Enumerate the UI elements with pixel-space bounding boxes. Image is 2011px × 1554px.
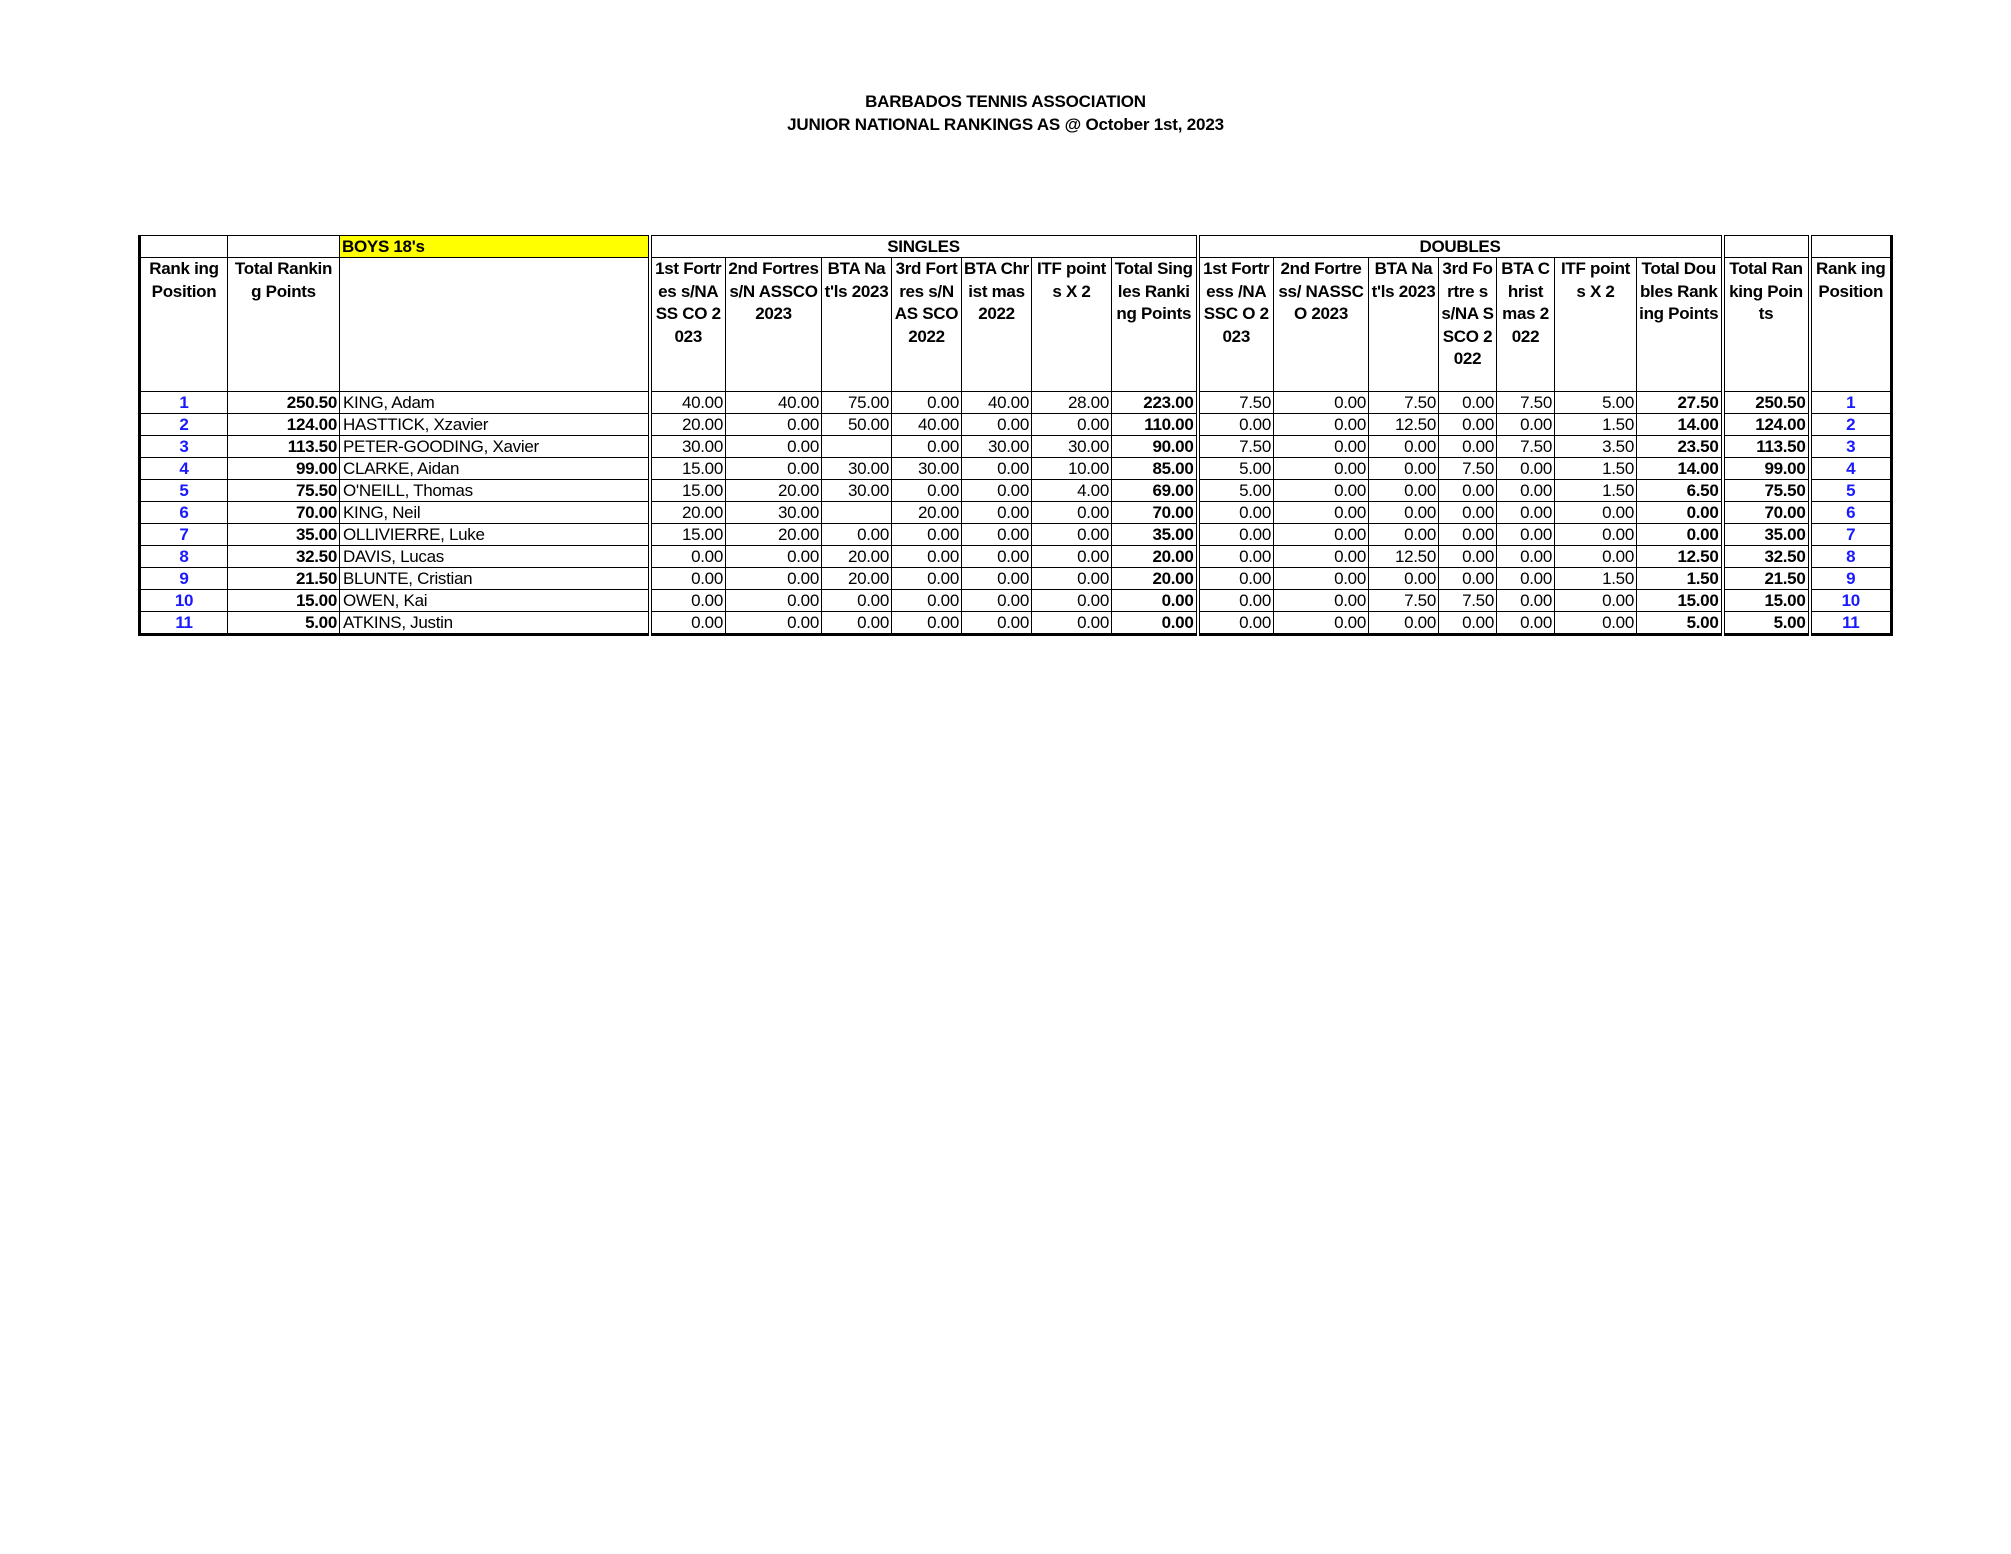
points-cell: 0.00 <box>1274 546 1369 568</box>
points-cell: 20.00 <box>1112 568 1198 590</box>
column-header: BTA Nat'ls 2023 <box>822 258 892 392</box>
rank-position: 2 <box>140 414 228 436</box>
points-cell: 15.00 <box>1723 590 1810 612</box>
points-cell: 0.00 <box>1555 502 1637 524</box>
table-row <box>140 524 1892 546</box>
points-cell: 0.00 <box>1032 568 1112 590</box>
points-cell: 20.00 <box>726 524 822 546</box>
points-cell: 30.00 <box>650 436 726 458</box>
points-cell: 0.00 <box>1198 612 1274 635</box>
points-cell: 0.00 <box>1439 568 1497 590</box>
points-cell: 50.00 <box>822 414 892 436</box>
player-name: DAVIS, Lucas <box>340 546 650 568</box>
column-header: 2nd Fortress/N ASSCO 2023 <box>726 258 822 392</box>
points-cell: 0.00 <box>1274 590 1369 612</box>
points-cell: 10.00 <box>1032 458 1112 480</box>
points-cell: 0.00 <box>1439 546 1497 568</box>
points-cell: 0.00 <box>1439 392 1497 414</box>
points-cell: 32.50 <box>1723 546 1810 568</box>
points-cell: 0.00 <box>1497 590 1555 612</box>
points-cell: 1.50 <box>1637 568 1723 590</box>
rank-position: 9 <box>140 568 228 590</box>
points-cell: 0.00 <box>1497 458 1555 480</box>
points-cell: 250.50 <box>228 392 340 414</box>
points-cell: 7.50 <box>1369 392 1439 414</box>
points-cell: 30.00 <box>726 502 822 524</box>
rank-position: 7 <box>140 524 228 546</box>
column-header: Total Ranking Points <box>228 258 340 392</box>
rank-position: 9 <box>1810 568 1892 590</box>
points-cell: 7.50 <box>1198 436 1274 458</box>
points-cell: 99.00 <box>228 458 340 480</box>
points-cell: 0.00 <box>1369 568 1439 590</box>
points-cell: 0.00 <box>1439 502 1497 524</box>
document-title: BARBADOS TENNIS ASSOCIATION <box>865 92 1146 111</box>
points-cell: 110.00 <box>1112 414 1198 436</box>
points-cell: 20.00 <box>650 414 726 436</box>
rank-position: 4 <box>1810 458 1892 480</box>
points-cell: 0.00 <box>726 414 822 436</box>
column-header: Rank ing Position <box>1810 258 1892 392</box>
table-row <box>140 590 1892 612</box>
player-name: KING, Adam <box>340 392 650 414</box>
blank-cell <box>140 236 228 258</box>
points-cell: 0.00 <box>1198 502 1274 524</box>
points-cell: 0.00 <box>1274 568 1369 590</box>
points-cell: 7.50 <box>1439 458 1497 480</box>
points-cell: 15.00 <box>650 458 726 480</box>
points-cell: 0.00 <box>962 590 1032 612</box>
player-name: O'NEILL, Thomas <box>340 480 650 502</box>
column-header: ITF points X 2 <box>1555 258 1637 392</box>
points-cell: 113.50 <box>228 436 340 458</box>
rank-position: 11 <box>140 612 228 635</box>
points-cell: 7.50 <box>1497 436 1555 458</box>
points-cell: 0.00 <box>1497 480 1555 502</box>
points-cell: 70.00 <box>1112 502 1198 524</box>
points-cell: 28.00 <box>1032 392 1112 414</box>
points-cell: 0.00 <box>1032 546 1112 568</box>
column-header: 1st Fortress /NASSC O 2023 <box>1198 258 1274 392</box>
points-cell: 0.00 <box>726 458 822 480</box>
blank-cell <box>1810 236 1892 258</box>
points-cell: 0.00 <box>822 590 892 612</box>
points-cell: 21.50 <box>1723 568 1810 590</box>
points-cell: 0.00 <box>892 590 962 612</box>
points-cell: 85.00 <box>1112 458 1198 480</box>
points-cell: 0.00 <box>962 414 1032 436</box>
points-cell: 0.00 <box>962 546 1032 568</box>
points-cell: 0.00 <box>1555 612 1637 635</box>
points-cell: 70.00 <box>228 502 340 524</box>
table-row <box>140 436 1892 458</box>
points-cell: 14.00 <box>1637 414 1723 436</box>
points-cell: 0.00 <box>892 546 962 568</box>
column-header: 1st Fortres s/NASS CO 2023 <box>650 258 726 392</box>
points-cell: 0.00 <box>1369 480 1439 502</box>
points-cell: 0.00 <box>1555 590 1637 612</box>
points-cell: 40.00 <box>892 414 962 436</box>
points-cell: 20.00 <box>822 546 892 568</box>
points-cell: 0.00 <box>650 590 726 612</box>
points-cell: 0.00 <box>1198 524 1274 546</box>
column-header: BTA Christ mas 2022 <box>1497 258 1555 392</box>
points-cell: 20.00 <box>822 568 892 590</box>
points-cell: 0.00 <box>1637 502 1723 524</box>
points-cell: 5.00 <box>228 612 340 635</box>
rankings-table <box>138 235 1893 636</box>
points-cell: 0.00 <box>1198 568 1274 590</box>
rank-position: 1 <box>140 392 228 414</box>
rank-position: 2 <box>1810 414 1892 436</box>
rank-position: 11 <box>1810 612 1892 635</box>
points-cell: 32.50 <box>228 546 340 568</box>
points-cell: 35.00 <box>1112 524 1198 546</box>
points-cell: 124.00 <box>1723 414 1810 436</box>
points-cell: 124.00 <box>228 414 340 436</box>
points-cell: 0.00 <box>962 612 1032 635</box>
points-cell: 0.00 <box>1274 436 1369 458</box>
points-cell: 0.00 <box>1439 436 1497 458</box>
points-cell: 30.00 <box>822 480 892 502</box>
blank-cell <box>1723 236 1810 258</box>
points-cell: 90.00 <box>1112 436 1198 458</box>
column-header: ITF points X 2 <box>1032 258 1112 392</box>
table-row <box>140 502 1892 524</box>
points-cell: 113.50 <box>1723 436 1810 458</box>
points-cell: 0.00 <box>1032 590 1112 612</box>
column-header: Total Ranking Points <box>1723 258 1810 392</box>
points-cell: 1.50 <box>1555 568 1637 590</box>
points-cell: 40.00 <box>726 392 822 414</box>
points-cell: 0.00 <box>1198 590 1274 612</box>
player-name: ATKINS, Justin <box>340 612 650 635</box>
table-row <box>140 458 1892 480</box>
player-name: KING, Neil <box>340 502 650 524</box>
points-cell: 0.00 <box>892 524 962 546</box>
points-cell: 0.00 <box>1555 546 1637 568</box>
points-cell: 0.00 <box>892 392 962 414</box>
points-cell <box>822 436 892 458</box>
points-cell: 0.00 <box>1497 524 1555 546</box>
points-cell: 75.00 <box>822 392 892 414</box>
group-header-row <box>140 236 1892 258</box>
points-cell: 40.00 <box>962 392 1032 414</box>
rank-position: 10 <box>140 590 228 612</box>
points-cell: 6.50 <box>1637 480 1723 502</box>
points-cell: 0.00 <box>822 612 892 635</box>
points-cell: 0.00 <box>1274 458 1369 480</box>
column-header: BTA Nat'ls 2023 <box>1369 258 1439 392</box>
points-cell: 5.00 <box>1637 612 1723 635</box>
rank-position: 6 <box>1810 502 1892 524</box>
rank-position: 7 <box>1810 524 1892 546</box>
points-cell: 0.00 <box>726 568 822 590</box>
table-row <box>140 480 1892 502</box>
points-cell: 30.00 <box>892 458 962 480</box>
player-name: OLLIVIERRE, Luke <box>340 524 650 546</box>
table-row <box>140 546 1892 568</box>
points-cell: 30.00 <box>962 436 1032 458</box>
points-cell: 3.50 <box>1555 436 1637 458</box>
column-header-row <box>140 258 1892 392</box>
column-header: BTA Christ mas 2022 <box>962 258 1032 392</box>
points-cell: 223.00 <box>1112 392 1198 414</box>
rank-position: 8 <box>1810 546 1892 568</box>
points-cell: 0.00 <box>726 546 822 568</box>
points-cell: 0.00 <box>892 436 962 458</box>
points-cell: 0.00 <box>650 546 726 568</box>
rank-position: 5 <box>1810 480 1892 502</box>
points-cell: 20.00 <box>726 480 822 502</box>
rank-position: 5 <box>140 480 228 502</box>
table-row <box>140 612 1892 635</box>
points-cell: 0.00 <box>1032 612 1112 635</box>
column-header: Total Doubles Ranking Points <box>1637 258 1723 392</box>
points-cell: 0.00 <box>1369 458 1439 480</box>
points-cell: 15.00 <box>650 524 726 546</box>
points-cell: 4.00 <box>1032 480 1112 502</box>
points-cell: 5.00 <box>1723 612 1810 635</box>
points-cell: 0.00 <box>892 612 962 635</box>
points-cell: 30.00 <box>1032 436 1112 458</box>
points-cell: 0.00 <box>892 568 962 590</box>
points-cell: 20.00 <box>650 502 726 524</box>
points-cell: 23.50 <box>1637 436 1723 458</box>
points-cell: 0.00 <box>1032 502 1112 524</box>
points-cell: 0.00 <box>650 568 726 590</box>
points-cell: 0.00 <box>1637 524 1723 546</box>
points-cell: 0.00 <box>1439 480 1497 502</box>
points-cell: 15.00 <box>228 590 340 612</box>
points-cell: 5.00 <box>1198 480 1274 502</box>
points-cell: 0.00 <box>822 524 892 546</box>
points-cell: 0.00 <box>1032 524 1112 546</box>
points-cell: 75.50 <box>1723 480 1810 502</box>
player-name: HASTTICK, Xzavier <box>340 414 650 436</box>
blank-cell <box>228 236 340 258</box>
points-cell: 0.00 <box>962 480 1032 502</box>
points-cell: 12.50 <box>1369 546 1439 568</box>
points-cell: 0.00 <box>1439 612 1497 635</box>
player-name: PETER-GOODING, Xavier <box>340 436 650 458</box>
points-cell: 0.00 <box>1497 546 1555 568</box>
points-cell: 0.00 <box>1112 590 1198 612</box>
points-cell: 20.00 <box>892 502 962 524</box>
points-cell: 0.00 <box>1497 414 1555 436</box>
rank-position: 10 <box>1810 590 1892 612</box>
points-cell: 0.00 <box>1274 502 1369 524</box>
table-row <box>140 392 1892 414</box>
points-cell: 0.00 <box>1274 480 1369 502</box>
points-cell: 0.00 <box>892 480 962 502</box>
column-header: Total Singles Ranking Points <box>1112 258 1198 392</box>
points-cell: 0.00 <box>1497 568 1555 590</box>
singles-group-label: SINGLES <box>650 236 1198 258</box>
column-header: 3rd Fortres s/NAS SCO 2022 <box>892 258 962 392</box>
points-cell: 15.00 <box>650 480 726 502</box>
points-cell: 0.00 <box>1274 612 1369 635</box>
points-cell: 40.00 <box>650 392 726 414</box>
points-cell: 0.00 <box>1439 414 1497 436</box>
table-row <box>140 414 1892 436</box>
points-cell: 70.00 <box>1723 502 1810 524</box>
points-cell: 0.00 <box>1497 502 1555 524</box>
points-cell: 0.00 <box>1369 502 1439 524</box>
points-cell: 0.00 <box>1198 414 1274 436</box>
points-cell: 27.50 <box>1637 392 1723 414</box>
rank-position: 4 <box>140 458 228 480</box>
column-header: Rank ing Position <box>140 258 228 392</box>
points-cell: 12.50 <box>1369 414 1439 436</box>
points-cell: 5.00 <box>1555 392 1637 414</box>
category-label: BOYS 18's <box>340 236 650 258</box>
points-cell: 0.00 <box>1369 436 1439 458</box>
points-cell: 0.00 <box>726 612 822 635</box>
column-header <box>340 258 650 392</box>
points-cell: 14.00 <box>1637 458 1723 480</box>
column-header: 2nd Fortress/ NASSCO 2023 <box>1274 258 1369 392</box>
player-name: OWEN, Kai <box>340 590 650 612</box>
points-cell: 0.00 <box>1497 612 1555 635</box>
points-cell: 0.00 <box>1369 524 1439 546</box>
points-cell: 0.00 <box>726 590 822 612</box>
points-cell: 12.50 <box>1637 546 1723 568</box>
points-cell: 35.00 <box>1723 524 1810 546</box>
points-cell: 35.00 <box>228 524 340 546</box>
rank-position: 1 <box>1810 392 1892 414</box>
points-cell: 0.00 <box>962 502 1032 524</box>
points-cell: 69.00 <box>1112 480 1198 502</box>
points-cell: 0.00 <box>726 436 822 458</box>
points-cell: 250.50 <box>1723 392 1810 414</box>
points-cell <box>822 502 892 524</box>
document-subtitle: JUNIOR NATIONAL RANKINGS AS @ October 1st, 2023 <box>787 115 1224 134</box>
points-cell: 0.00 <box>1274 392 1369 414</box>
player-name: BLUNTE, Cristian <box>340 568 650 590</box>
points-cell: 75.50 <box>228 480 340 502</box>
points-cell: 0.00 <box>1112 612 1198 635</box>
points-cell: 0.00 <box>1274 524 1369 546</box>
points-cell: 5.00 <box>1198 458 1274 480</box>
points-cell: 0.00 <box>1198 546 1274 568</box>
points-cell: 0.00 <box>650 612 726 635</box>
rank-position: 3 <box>140 436 228 458</box>
points-cell: 99.00 <box>1723 458 1810 480</box>
points-cell: 7.50 <box>1439 590 1497 612</box>
points-cell: 0.00 <box>1274 414 1369 436</box>
table-row <box>140 568 1892 590</box>
points-cell: 7.50 <box>1497 392 1555 414</box>
points-cell: 15.00 <box>1637 590 1723 612</box>
points-cell: 1.50 <box>1555 480 1637 502</box>
points-cell: 0.00 <box>1032 414 1112 436</box>
rank-position: 8 <box>140 546 228 568</box>
points-cell: 7.50 <box>1198 392 1274 414</box>
points-cell: 0.00 <box>1555 524 1637 546</box>
points-cell: 1.50 <box>1555 414 1637 436</box>
points-cell: 0.00 <box>1369 612 1439 635</box>
points-cell: 0.00 <box>962 524 1032 546</box>
points-cell: 30.00 <box>822 458 892 480</box>
player-name: CLARKE, Aidan <box>340 458 650 480</box>
rank-position: 3 <box>1810 436 1892 458</box>
points-cell: 20.00 <box>1112 546 1198 568</box>
rank-position: 6 <box>140 502 228 524</box>
points-cell: 1.50 <box>1555 458 1637 480</box>
column-header: 3rd Fortre ss/NA SSCO 2022 <box>1439 258 1497 392</box>
points-cell: 21.50 <box>228 568 340 590</box>
points-cell: 7.50 <box>1369 590 1439 612</box>
points-cell: 0.00 <box>1439 524 1497 546</box>
doubles-group-label: DOUBLES <box>1198 236 1723 258</box>
points-cell: 0.00 <box>962 568 1032 590</box>
points-cell: 0.00 <box>962 458 1032 480</box>
